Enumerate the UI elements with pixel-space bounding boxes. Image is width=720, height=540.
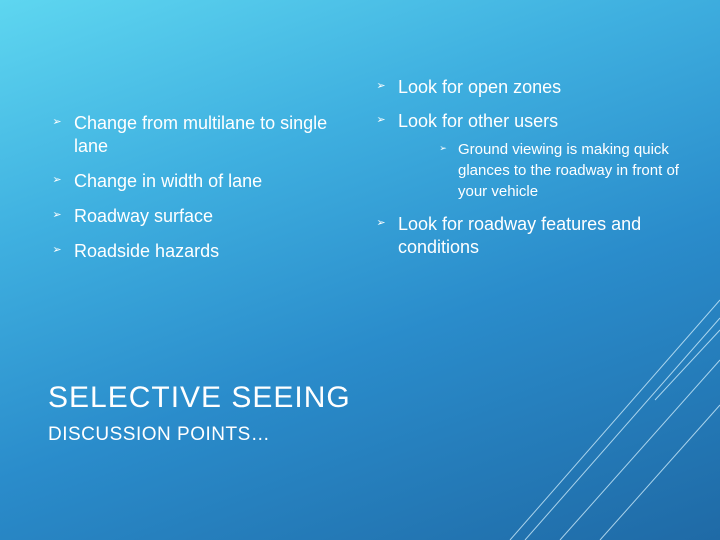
list-item (372, 110, 712, 202)
left-bullet-list (48, 112, 348, 263)
slide-title: SELECTIVE SEEING (48, 381, 351, 414)
arrow-bullet-icon: ➢ (52, 243, 62, 256)
bullet-text: Look for roadway features and conditions (398, 214, 642, 257)
list-item (372, 76, 712, 99)
list-item (48, 205, 348, 228)
right-bullet-column (372, 76, 712, 270)
bullet-text: Roadside hazards (74, 241, 220, 261)
slide-subtitle: DISCUSSION POINTS… (48, 424, 271, 445)
list-item (48, 170, 348, 193)
bullet-text: Look for other users (398, 111, 559, 131)
arrow-bullet-icon: ➢ (439, 144, 447, 154)
arrow-bullet-icon: ➢ (52, 173, 62, 186)
right-bullet-list (372, 76, 712, 259)
list-item (48, 112, 348, 158)
bullet-text: Change from multilane to single lane (74, 113, 328, 156)
sub-list-item (434, 139, 712, 202)
sub-bullet-list (398, 139, 712, 202)
left-bullet-column (48, 112, 348, 275)
arrow-bullet-icon: ➢ (52, 115, 62, 128)
bullet-text: Roadway surface (74, 206, 214, 226)
list-item (48, 240, 348, 263)
bullet-text: Look for open zones (398, 77, 562, 97)
bullet-text: Change in width of lane (74, 171, 263, 191)
arrow-bullet-icon: ➢ (376, 216, 386, 229)
arrow-bullet-icon: ➢ (376, 79, 386, 92)
arrow-bullet-icon: ➢ (376, 113, 386, 126)
list-item (372, 213, 712, 259)
arrow-bullet-icon: ➢ (52, 208, 62, 221)
sub-bullet-text: Ground viewing is making quick glances to the roadway in front of your vehicle (458, 141, 679, 200)
